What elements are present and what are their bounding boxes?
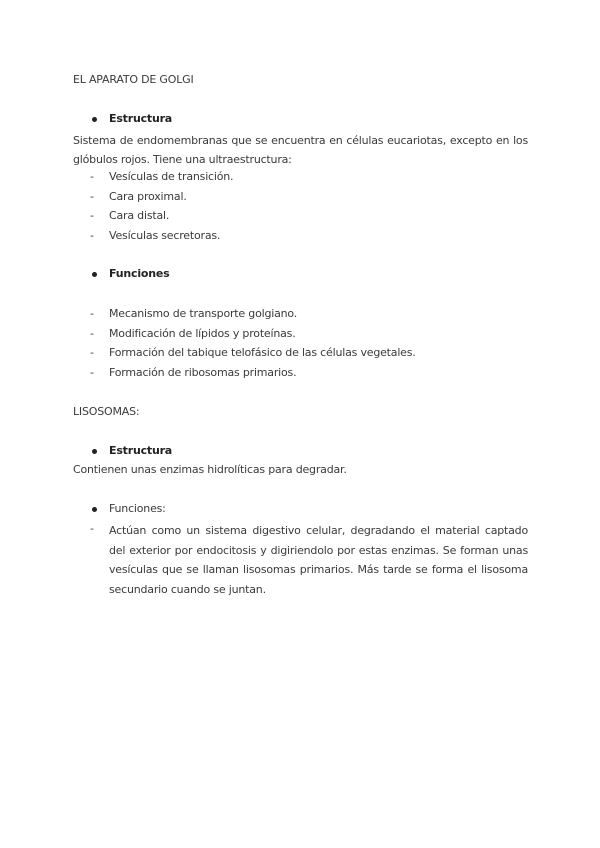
dash-icon: - [90, 327, 94, 340]
bullet-icon [92, 507, 97, 512]
golgi-funciones-item: Modificación de lípidos y proteínas. [109, 327, 296, 340]
lisosomas-funciones-item: Actúan como un sistema digestivo celular, degradando el material captado del exterior por endocitosis y digiriendolo por estas enzimas. Se forman unas vesículas que se llaman lisosomas primarios. Más tarde se forma el lisosoma secundario cuando se juntan. [109, 524, 528, 596]
bullet-icon [92, 117, 97, 122]
golgi-estructura-item: Cara proximal. [109, 190, 187, 203]
lisosomas-estructura-heading: Estructura [109, 444, 173, 457]
golgi-estructura-item: Cara distal. [109, 209, 170, 222]
section-title-lisosomas: LISOSOMAS: [73, 405, 140, 418]
golgi-estructura-heading: Estructura [109, 112, 173, 125]
bullet-icon [92, 272, 97, 277]
dash-icon: - [90, 346, 94, 359]
golgi-estructura-text: Sistema de endomembranas que se encuentra en células eucariotas, excepto en los glóbulos rojos. Tiene una ultraestructura: [73, 134, 528, 166]
dash-icon: - [90, 307, 94, 320]
golgi-estructura-item: Vesículas secretoras. [109, 229, 221, 242]
golgi-funciones-item: Formación de ribosomas primarios. [109, 366, 297, 379]
dash-icon: - [90, 522, 94, 535]
golgi-funciones-item: Mecanismo de transporte golgiano. [109, 307, 298, 320]
dash-icon: - [90, 229, 94, 242]
dash-icon: - [90, 366, 94, 379]
golgi-funciones-heading: Funciones [109, 267, 170, 280]
lisosomas-funciones-heading: Funciones: [109, 502, 166, 515]
dash-icon: - [90, 190, 94, 203]
golgi-estructura-item: Vesículas de transición. [109, 170, 234, 183]
section-title-golgi: EL APARATO DE GOLGI [73, 73, 194, 86]
dash-icon: - [90, 209, 94, 222]
lisosomas-estructura-text: Contienen unas enzimas hidrolíticas para degradar. [73, 463, 347, 476]
dash-icon: - [90, 170, 94, 183]
bullet-icon [92, 449, 97, 454]
golgi-funciones-item: Formación del tabique telofásico de las células vegetales. [109, 346, 416, 359]
